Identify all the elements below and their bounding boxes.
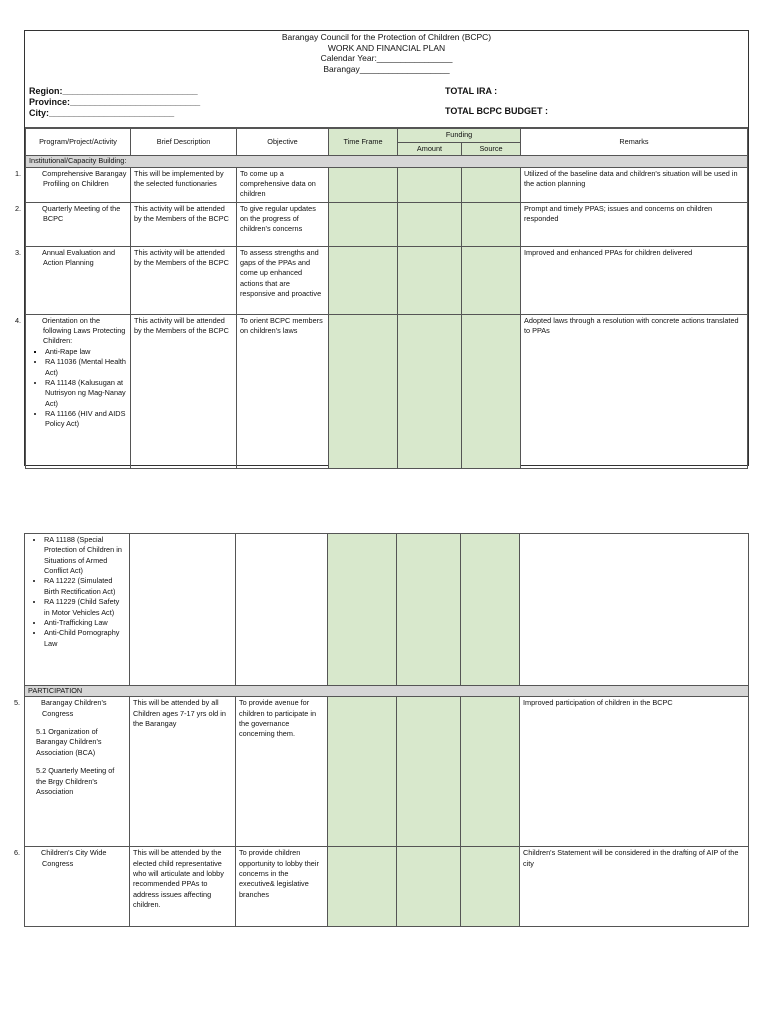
col-description: Brief Description xyxy=(131,129,237,156)
amount-cell[interactable] xyxy=(397,847,461,927)
program-cell: Quarterly Meeting of the BCPC xyxy=(42,203,121,224)
program-cell: Children's City Wide Congress xyxy=(41,848,107,868)
col-amount: Amount xyxy=(398,143,462,156)
budget-fields xyxy=(445,86,548,117)
source-cell[interactable] xyxy=(461,847,520,927)
table-row: 4. Orientation on the following Laws Protecting Children: ▪ Anti-Rape law • RA 11036 (Mental Health Act) • RA 11148 (Kalusugan at Nutrisyon ng Mag-Nanay Act) • RA 11166 (HIV and AIDS Policy Act) This activity will be attended by the Members of the BCPC To orient BCPC members on children's laws Adopted laws through a resolution with concrete actions translated to PPAs xyxy=(26,314,748,468)
city-field[interactable]: City:_________________________ xyxy=(29,107,175,118)
list-item: ▪ Anti-Rape law xyxy=(45,347,127,357)
title-block xyxy=(25,31,748,82)
amount-cell[interactable] xyxy=(398,202,462,246)
table-row: 3. Annual Evaluation and Action Planning This activity will be attended by the Members of the BCPC To assess strengths and gaps of the PPAs and come up enhanced actions that are responsive and proactive Improved and enhanced PPAs for children delivered xyxy=(26,246,748,314)
list-item: • RA 11166 (HIV and AIDS Policy Act) xyxy=(45,409,127,430)
section-participation: PARTICIPATION xyxy=(25,686,749,697)
time-frame-cell[interactable] xyxy=(329,202,398,246)
form-header xyxy=(25,31,748,128)
list-item: • RA 11229 (Child Safety in Motor Vehicles Act) xyxy=(44,597,126,618)
table-row: 5. Barangay Children's Congress 5.1 Organization of Barangay Children's Association (BCA) 5.2 Quarterly Meeting of the Brgy Children's Association This will be attended by all Children ages 7-17 yrs old in the Barangay To provide avenue for children to participate in the governance concerning them. Improved participation of children in the BCPC xyxy=(25,697,749,847)
description-cell: This will be attended by all Children ages 7-17 yrs old in the Barangay xyxy=(130,697,236,847)
source-cell[interactable] xyxy=(461,697,520,847)
program-cell: Barangay Children's Congress xyxy=(41,698,107,718)
description-cell: This will be attended by the elected child representative who will articulate and lobby recommended PPAs to address issues affecting children. xyxy=(130,847,236,927)
time-frame-cell[interactable] xyxy=(329,314,398,468)
title-line-1: Barangay Council for the Protection of Children (BCPC) xyxy=(281,32,492,42)
list-item: • Anti-Child Pornography Law xyxy=(44,628,126,649)
list-item: • RA 11222 (Simulated Birth Rectification Act) xyxy=(44,576,126,597)
title-line-2: WORK AND FINANCIAL PLAN xyxy=(327,42,446,53)
remarks-cell: Children's Statement will be considered in the drafting of AIP of the city xyxy=(520,847,749,927)
description-cell: This activity will be attended by the Members of the BCPC xyxy=(131,246,237,314)
amount-cell[interactable] xyxy=(397,534,461,686)
table-row: 2. Quarterly Meeting of the BCPC This activity will be attended by the Members of the BCPC To give regular updates on the progress of children's concerns Prompt and timely PPAS; issues and concerns on children responded xyxy=(26,202,748,246)
amount-cell[interactable] xyxy=(398,167,462,202)
objective-cell: To assess strengths and gaps of the PPAs and come up enhanced actions that are responsive and proactive xyxy=(237,246,329,314)
plan-table-2 xyxy=(14,533,749,927)
list-item: • RA 11188 (Special Protection of Children in Situations of Armed Conflict Act) xyxy=(44,535,126,576)
plan-table-1 xyxy=(15,128,748,469)
source-cell[interactable] xyxy=(461,534,520,686)
amount-cell[interactable] xyxy=(398,314,462,468)
time-frame-cell[interactable] xyxy=(329,246,398,314)
list-item: • RA 11148 (Kalusugan at Nutrisyon ng Mag-Nanay Act) xyxy=(45,378,127,409)
time-frame-cell[interactable] xyxy=(328,697,397,847)
objective-cell: To orient BCPC members on children's laws xyxy=(237,314,329,468)
description-cell: This activity will be attended by the Members of the BCPC xyxy=(131,202,237,246)
col-source: Source xyxy=(462,143,521,156)
time-frame-cell[interactable] xyxy=(328,534,397,686)
col-objective: Objective xyxy=(237,129,329,156)
objective-cell: To provide children opportunity to lobby their concerns in the executive& legislative branches xyxy=(236,847,328,927)
province-field[interactable]: Province:__________________________ xyxy=(29,96,201,107)
col-time-frame: Time Frame xyxy=(329,129,398,156)
source-cell[interactable] xyxy=(462,202,521,246)
objective-cell xyxy=(236,534,328,686)
source-cell[interactable] xyxy=(462,246,521,314)
total-ira-label: TOTAL IRA : xyxy=(445,86,498,96)
calendar-year-field[interactable]: Calendar Year:________________ xyxy=(320,53,453,64)
objective-cell: To come up a comprehensive data on children xyxy=(237,167,329,202)
col-program: Program/Project/Activity xyxy=(26,129,131,156)
remarks-cell: Adopted laws through a resolution with concrete actions translated to PPAs xyxy=(521,314,748,468)
col-funding: Funding xyxy=(398,129,521,143)
laws-list xyxy=(29,347,127,430)
objective-cell: To give regular updates on the progress of children's concerns xyxy=(237,202,329,246)
remarks-cell: Utilized of the baseline data and children's situation will be used in the action planning xyxy=(521,167,748,202)
laws-list-continued xyxy=(28,535,126,649)
program-cell: Orientation on the following Laws Protecting Children: xyxy=(42,315,126,346)
description-cell xyxy=(130,534,236,686)
program-cell: Comprehensive Barangay Profiling on Children xyxy=(42,168,127,189)
description-cell: This will be implemented by the selected functionaries xyxy=(131,167,237,202)
remarks-cell: Prompt and timely PPAS; issues and concerns on children responded xyxy=(521,202,748,246)
amount-cell[interactable] xyxy=(397,697,461,847)
source-cell[interactable] xyxy=(462,167,521,202)
remarks-cell: Improved participation of children in the BCPC xyxy=(520,697,749,847)
program-cell: Annual Evaluation and Action Planning xyxy=(42,247,116,268)
source-cell[interactable] xyxy=(462,314,521,468)
region-field[interactable]: Region:___________________________ xyxy=(29,86,198,96)
form-page-2 xyxy=(14,533,749,966)
sub-item-5-2: 5.2 Quarterly Meeting of the Brgy Children's Association xyxy=(36,766,115,796)
description-cell: This activity will be attended by the Members of the BCPC xyxy=(131,314,237,468)
time-frame-cell[interactable] xyxy=(328,847,397,927)
sub-item-5-1: 5.1 Organization of Barangay Children's Association (BCA) xyxy=(36,727,102,757)
amount-cell[interactable] xyxy=(398,246,462,314)
remarks-cell xyxy=(520,534,749,686)
objective-cell: To provide avenue for children to participate in the governance concerning them. xyxy=(236,697,328,847)
section-institutional: Institutional/Capacity Building: xyxy=(26,156,748,167)
col-remarks: Remarks xyxy=(521,129,748,156)
list-item: • Anti-Trafficking Law xyxy=(44,618,126,628)
location-fields xyxy=(29,86,200,118)
remarks-cell: Improved and enhanced PPAs for children delivered xyxy=(521,246,748,314)
table-row: 1. Comprehensive Barangay Profiling on Children This will be implemented by the selected functionaries To come up a comprehensive data on children Utilized of the baseline data and children's situation will be used in the action planning xyxy=(26,167,748,202)
total-budget-label: TOTAL BCPC BUDGET : xyxy=(445,105,548,116)
list-item: • RA 11036 (Mental Health Act) xyxy=(45,357,127,378)
form-page-1 xyxy=(15,30,749,466)
table-row: 6. Children's City Wide Congress This will be attended by the elected child representative who will articulate and lobby recommended PPAs to address issues affecting children. To provide children opportunity to lobby their concerns in the executive& legislative branches Children's Statement will be considered in the drafting of AIP of the city xyxy=(25,847,749,927)
time-frame-cell[interactable] xyxy=(329,167,398,202)
table-row xyxy=(25,534,749,686)
barangay-field[interactable]: Barangay___________________ xyxy=(323,63,450,74)
